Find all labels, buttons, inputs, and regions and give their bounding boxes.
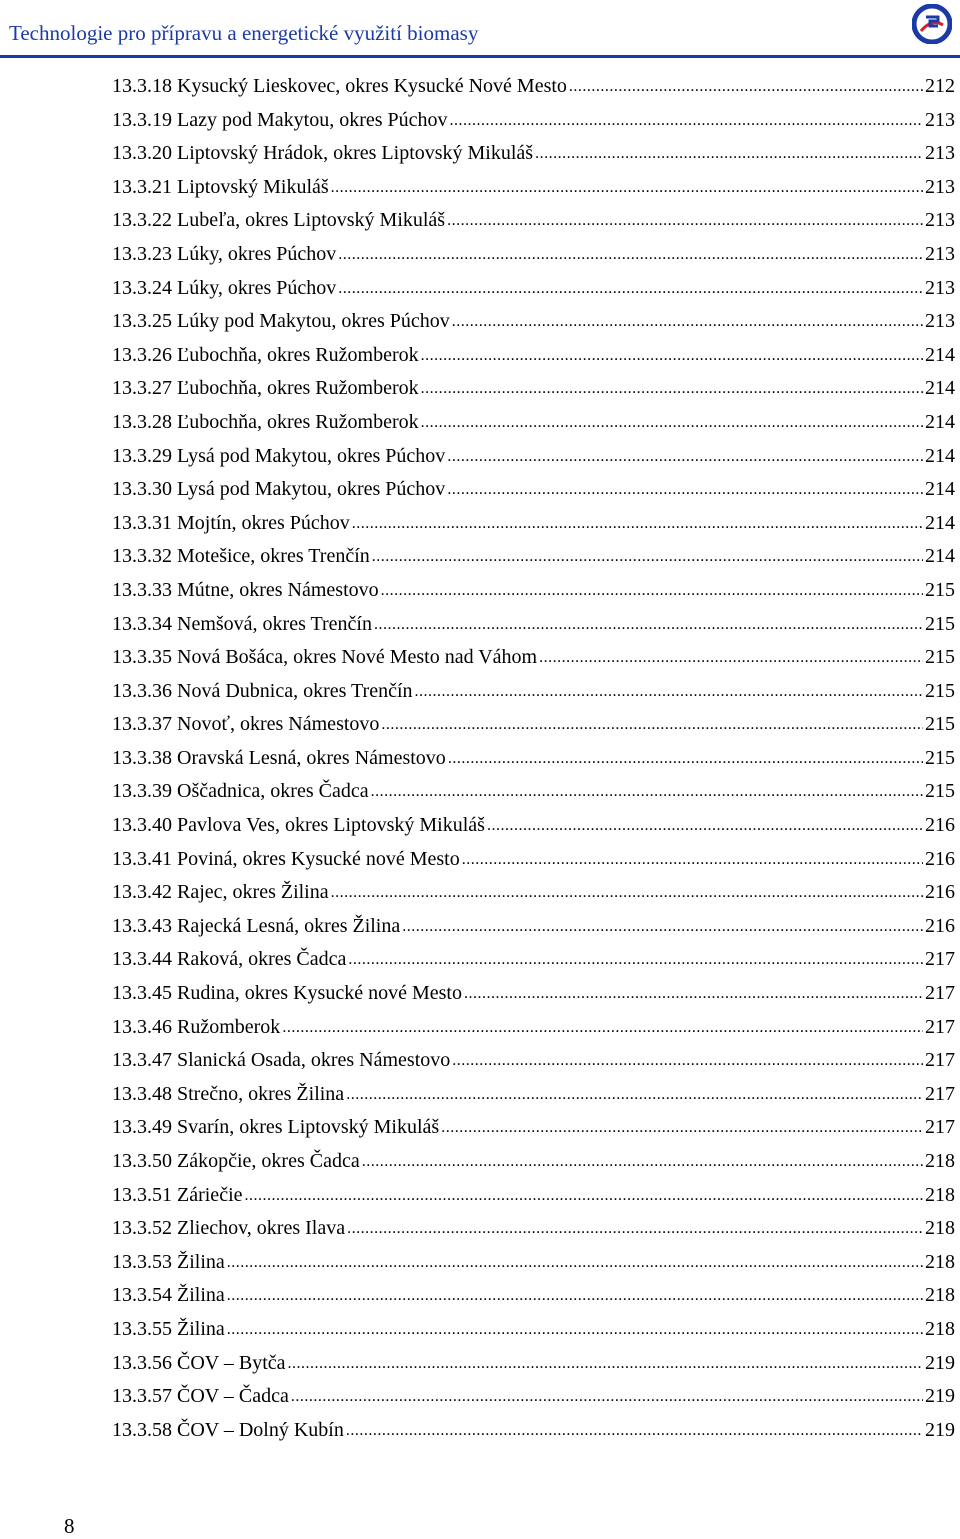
- toc-entry-number: 13.3.29: [112, 444, 172, 467]
- toc-entry-page: 214: [925, 410, 955, 433]
- toc-entry-number: 13.3.45: [112, 982, 172, 1005]
- page-header: [0, 0, 960, 62]
- toc-entry[interactable]: [112, 809, 955, 843]
- toc-entry[interactable]: [112, 608, 955, 642]
- toc-entry[interactable]: [112, 272, 955, 306]
- toc-entry-page: 219: [925, 1351, 955, 1374]
- toc-entry-title: Lubeľa, okres Liptovský Mikuláš: [177, 209, 446, 232]
- toc-entry-number: 13.3.36: [112, 679, 172, 702]
- toc-entry-leader: [227, 1313, 923, 1347]
- toc-entry-number: 13.3.30: [112, 478, 172, 501]
- toc-entry[interactable]: [112, 70, 955, 104]
- toc-entry-page: 216: [925, 814, 955, 837]
- toc-entry-title: Lazy pod Makytou, okres Púchov: [177, 108, 448, 131]
- toc-entry-title: Žilina: [177, 1317, 225, 1340]
- toc-entry[interactable]: [112, 204, 955, 238]
- toc-entry-page: 218: [925, 1284, 955, 1307]
- toc-entry[interactable]: [112, 1347, 955, 1381]
- toc-entry-title: Nemšová, okres Trenčín: [177, 612, 372, 635]
- toc-entry-leader: [381, 708, 923, 742]
- toc-entry-leader: [346, 1078, 923, 1112]
- toc-entry[interactable]: [112, 1212, 955, 1246]
- toc-entry-number: 13.3.46: [112, 1015, 172, 1038]
- toc-entry[interactable]: [112, 305, 955, 339]
- toc-entry-leader: [447, 440, 923, 474]
- toc-entry-page: 219: [925, 1418, 955, 1441]
- toc-entry-title: Ružomberok: [177, 1015, 281, 1038]
- toc-entry-number: 13.3.26: [112, 343, 172, 366]
- toc-entry-number: 13.3.42: [112, 881, 172, 904]
- institution-logo-icon: [912, 4, 952, 44]
- toc-entry[interactable]: [112, 1145, 955, 1179]
- toc-entry-page: 214: [925, 511, 955, 534]
- toc-entry-leader: [402, 910, 923, 944]
- toc-entry-leader: [338, 238, 923, 272]
- toc-entry-title: Rajec, okres Žilina: [177, 881, 329, 904]
- toc-entry[interactable]: [112, 876, 955, 910]
- toc-entry-title: ČOV – Bytča: [177, 1351, 286, 1374]
- toc-entry-title: Poviná, okres Kysucké nové Mesto: [177, 847, 460, 870]
- toc-entry-page: 213: [925, 175, 955, 198]
- toc-entry-page: 217: [925, 1015, 955, 1038]
- toc-entry[interactable]: [112, 843, 955, 877]
- toc-entry-page: 217: [925, 1082, 955, 1105]
- toc-entry-number: 13.3.43: [112, 914, 172, 937]
- toc-entry-title: Žilina: [177, 1284, 225, 1307]
- toc-entry-number: 13.3.38: [112, 746, 172, 769]
- toc-entry-leader: [348, 943, 923, 977]
- toc-entry-number: 13.3.56: [112, 1351, 172, 1374]
- toc-entry-title: Pavlova Ves, okres Liptovský Mikuláš: [177, 814, 485, 837]
- toc-entry-page: 213: [925, 142, 955, 165]
- toc-entry[interactable]: [112, 1246, 955, 1280]
- toc-entry-leader: [539, 641, 923, 675]
- toc-entry-number: 13.3.31: [112, 511, 172, 534]
- toc-entry-number: 13.3.50: [112, 1150, 172, 1172]
- toc-entry-leader: [487, 809, 923, 843]
- toc-entry-page: 215: [925, 713, 955, 736]
- toc-entry-page: 218: [925, 1317, 955, 1340]
- toc-entry-number: 13.3.49: [112, 1116, 172, 1139]
- toc-entry-page: 216: [925, 881, 955, 904]
- toc-entry-page: 213: [925, 209, 955, 232]
- toc-entry-page: 212: [925, 75, 955, 97]
- toc-entry-leader: [352, 507, 923, 541]
- page-number: 8: [64, 1514, 75, 1538]
- toc-entry-page: 215: [925, 612, 955, 635]
- toc-entry-number: 13.3.39: [112, 780, 172, 803]
- toc-entry-leader: [535, 137, 923, 171]
- toc-entry-leader: [346, 1414, 923, 1448]
- toc-entry-title: Nová Bošáca, okres Nové Mesto nad Váhom: [177, 646, 538, 669]
- toc-entry-leader: [421, 339, 923, 373]
- toc-entry-page: 218: [925, 1150, 955, 1172]
- toc-entry-leader: [374, 608, 923, 642]
- toc-entry-title: Svarín, okres Liptovský Mikuláš: [177, 1116, 440, 1139]
- toc-entry[interactable]: [112, 440, 955, 474]
- toc-entry-number: 13.3.28: [112, 410, 172, 433]
- toc-entry-page: 217: [925, 948, 955, 971]
- toc-entry-leader: [421, 406, 923, 440]
- toc-entry-number: 13.3.44: [112, 948, 172, 971]
- toc-entry-number: 13.3.41: [112, 847, 172, 870]
- toc-entry-leader: [447, 204, 923, 238]
- header-rule: [0, 55, 960, 58]
- toc-entry[interactable]: [112, 1111, 955, 1145]
- toc-entry-number: 13.3.18: [112, 75, 172, 97]
- toc-entry-title: Lúky pod Makytou, okres Púchov: [177, 310, 450, 333]
- toc-entry-page: 214: [925, 343, 955, 366]
- toc-entry[interactable]: [112, 977, 955, 1011]
- toc-entry-leader: [441, 1111, 923, 1145]
- toc-entry-page: 214: [925, 478, 955, 501]
- toc-entry[interactable]: [112, 507, 955, 541]
- toc-entry[interactable]: [112, 1011, 955, 1045]
- toc-entry-number: 13.3.58: [112, 1418, 172, 1441]
- toc-entry[interactable]: [112, 1179, 955, 1213]
- toc-entry[interactable]: [112, 372, 955, 406]
- toc-entry-page: 217: [925, 1049, 955, 1072]
- toc-entry-title: Záriečie: [177, 1183, 243, 1206]
- toc-entry-page: 217: [925, 1116, 955, 1139]
- toc-entry[interactable]: [112, 1279, 955, 1313]
- toc-entry-number: 13.3.33: [112, 578, 172, 601]
- toc-entry-page: 215: [925, 578, 955, 601]
- toc-entry-leader: [381, 574, 923, 608]
- toc-entry-number: 13.3.57: [112, 1385, 172, 1408]
- toc-entry-title: Ľubochňa, okres Ružomberok: [177, 343, 419, 366]
- toc-entry-title: Ľubochňa, okres Ružomberok: [177, 377, 419, 400]
- toc-entry[interactable]: [112, 171, 955, 205]
- toc-entry-page: 218: [925, 1183, 955, 1206]
- toc-entry-leader: [448, 742, 923, 776]
- toc-entry-number: 13.3.40: [112, 814, 172, 837]
- toc-entry-title: Oravská Lesná, okres Námestovo: [177, 746, 446, 769]
- toc-entry-number: 13.3.52: [112, 1217, 172, 1240]
- toc-entry-number: 13.3.23: [112, 242, 172, 265]
- toc-entry-number: 13.3.21: [112, 175, 172, 198]
- toc-entry-page: 217: [925, 982, 955, 1005]
- toc-entry-title: Liptovský Mikuláš: [177, 175, 329, 198]
- toc-entry-page: 213: [925, 108, 955, 131]
- toc-entry-page: 219: [925, 1385, 955, 1408]
- toc-entry-number: 13.3.53: [112, 1250, 172, 1273]
- toc-entry-leader: [245, 1179, 924, 1213]
- toc-entry[interactable]: [112, 574, 955, 608]
- toc-entry-number: 13.3.54: [112, 1284, 172, 1307]
- toc-entry-title: ČOV – Čadca: [177, 1385, 289, 1408]
- toc-entry-page: 218: [925, 1250, 955, 1273]
- toc-entry-number: 13.3.48: [112, 1082, 172, 1105]
- toc-entry-number: 13.3.24: [112, 276, 172, 299]
- toc-entry-leader: [338, 272, 923, 306]
- toc-entry-title: Lúky, okres Púchov: [177, 276, 337, 299]
- toc-entry[interactable]: [112, 104, 955, 138]
- toc-entry-title: Raková, okres Čadca: [177, 948, 347, 971]
- toc-entry-page: 216: [925, 847, 955, 870]
- toc-entry-leader: [331, 876, 923, 910]
- toc-entry[interactable]: [112, 943, 955, 977]
- toc-entry-number: 13.3.25: [112, 310, 172, 333]
- toc-entry-leader: [421, 372, 923, 406]
- toc-entry[interactable]: [112, 1044, 955, 1078]
- toc-entry[interactable]: [112, 1078, 955, 1112]
- toc-entry-leader: [227, 1279, 923, 1313]
- toc-entry-page: 215: [925, 780, 955, 803]
- toc-entry-title: Lúky, okres Púchov: [177, 242, 337, 265]
- toc-entry-title: Slanická Osada, okres Námestovo: [177, 1049, 451, 1072]
- toc-entry[interactable]: [112, 1313, 955, 1347]
- toc-entry-page: 214: [925, 444, 955, 467]
- toc-entry-leader: [362, 1145, 923, 1179]
- toc-entry-page: 213: [925, 310, 955, 333]
- toc-entry-number: 13.3.34: [112, 612, 172, 635]
- toc-entry-page: 214: [925, 545, 955, 568]
- toc-entry-title: Mojtín, okres Púchov: [177, 511, 350, 534]
- toc-entry-leader: [372, 540, 923, 574]
- toc-entry-title: Liptovský Hrádok, okres Liptovský Mikuláš: [177, 142, 534, 165]
- toc-entry-title: Žilina: [177, 1250, 225, 1273]
- toc-entry-leader: [291, 1380, 923, 1414]
- toc-entry-title: Oščadnica, okres Čadca: [177, 780, 369, 803]
- toc-entry-title: Zliechov, okres Ilava: [177, 1217, 346, 1240]
- toc-entry-number: 13.3.55: [112, 1317, 172, 1340]
- toc-entry[interactable]: [112, 1380, 955, 1414]
- toc-entry[interactable]: [112, 742, 955, 776]
- toc-entry[interactable]: [112, 1414, 955, 1448]
- toc-entry-title: Lysá pod Makytou, okres Púchov: [177, 478, 446, 501]
- toc-entry[interactable]: [112, 775, 955, 809]
- toc-entry-leader: [462, 843, 923, 877]
- toc-entry-leader: [450, 104, 923, 138]
- toc-entry-leader: [447, 473, 923, 507]
- toc-entry-leader: [331, 171, 923, 205]
- toc-entry-page: 216: [925, 914, 955, 937]
- toc-entry-number: 13.3.22: [112, 209, 172, 232]
- toc-entry-title: Kysucký Lieskovec, okres Kysucké Nové Mesto: [177, 75, 567, 97]
- toc-entry-leader: [371, 775, 923, 809]
- toc-entry[interactable]: [112, 473, 955, 507]
- toc-entry-leader: [452, 305, 923, 339]
- toc-entry[interactable]: [112, 339, 955, 373]
- toc-entry-leader: [227, 1246, 923, 1280]
- toc-entry[interactable]: [112, 910, 955, 944]
- toc-entry-number: 13.3.47: [112, 1049, 172, 1072]
- toc-entry-page: 215: [925, 679, 955, 702]
- toc-entry[interactable]: [112, 675, 955, 709]
- toc-entry-title: Motešice, okres Trenčín: [177, 545, 370, 568]
- toc-entry[interactable]: [112, 540, 955, 574]
- toc-entry[interactable]: [112, 238, 955, 272]
- header-title: Technologie pro přípravu a energetické využití biomasy: [9, 21, 479, 45]
- toc-entry-leader: [569, 70, 923, 104]
- toc-entry-leader: [415, 675, 923, 709]
- toc-entry-leader: [347, 1212, 923, 1246]
- toc-entry-number: 13.3.20: [112, 142, 172, 165]
- toc-entry-page: 218: [925, 1217, 955, 1240]
- toc-entry-title: Rudina, okres Kysucké nové Mesto: [177, 982, 462, 1005]
- toc-entry-title: ČOV – Dolný Kubín: [177, 1418, 344, 1441]
- toc-entry-number: 13.3.37: [112, 713, 172, 736]
- toc-entry[interactable]: [112, 641, 955, 675]
- toc-entry-number: 13.3.35: [112, 646, 172, 669]
- toc-entry-page: 213: [925, 242, 955, 265]
- toc-entry[interactable]: [112, 137, 955, 171]
- toc-entry-page: 214: [925, 377, 955, 400]
- toc-entry-title: Novoť, okres Námestovo: [177, 713, 380, 736]
- toc-entry-leader: [464, 977, 923, 1011]
- toc-entry[interactable]: [112, 406, 955, 440]
- toc-entry-leader: [282, 1011, 923, 1045]
- toc-entry-page: 213: [925, 276, 955, 299]
- toc-entry-title: Zákopčie, okres Čadca: [177, 1150, 360, 1172]
- toc-entry-page: 215: [925, 646, 955, 669]
- toc-entry-leader: [452, 1044, 923, 1078]
- toc-entry-title: Lysá pod Makytou, okres Púchov: [177, 444, 446, 467]
- toc-entry-title: Rajecká Lesná, okres Žilina: [177, 914, 401, 937]
- toc-entry-leader: [288, 1347, 923, 1381]
- toc-entry-number: 13.3.32: [112, 545, 172, 568]
- toc-entry-title: Strečno, okres Žilina: [177, 1082, 345, 1105]
- toc-entry-title: Mútne, okres Námestovo: [177, 578, 379, 601]
- toc-entry-page: 215: [925, 746, 955, 769]
- toc-entry-number: 13.3.51: [112, 1183, 172, 1206]
- toc-entry-title: Ľubochňa, okres Ružomberok: [177, 410, 419, 433]
- toc-entry-number: 13.3.19: [112, 108, 172, 131]
- table-of-contents: [112, 70, 955, 1447]
- toc-entry-number: 13.3.27: [112, 377, 172, 400]
- toc-entry-title: Nová Dubnica, okres Trenčín: [177, 679, 413, 702]
- toc-entry[interactable]: [112, 708, 955, 742]
